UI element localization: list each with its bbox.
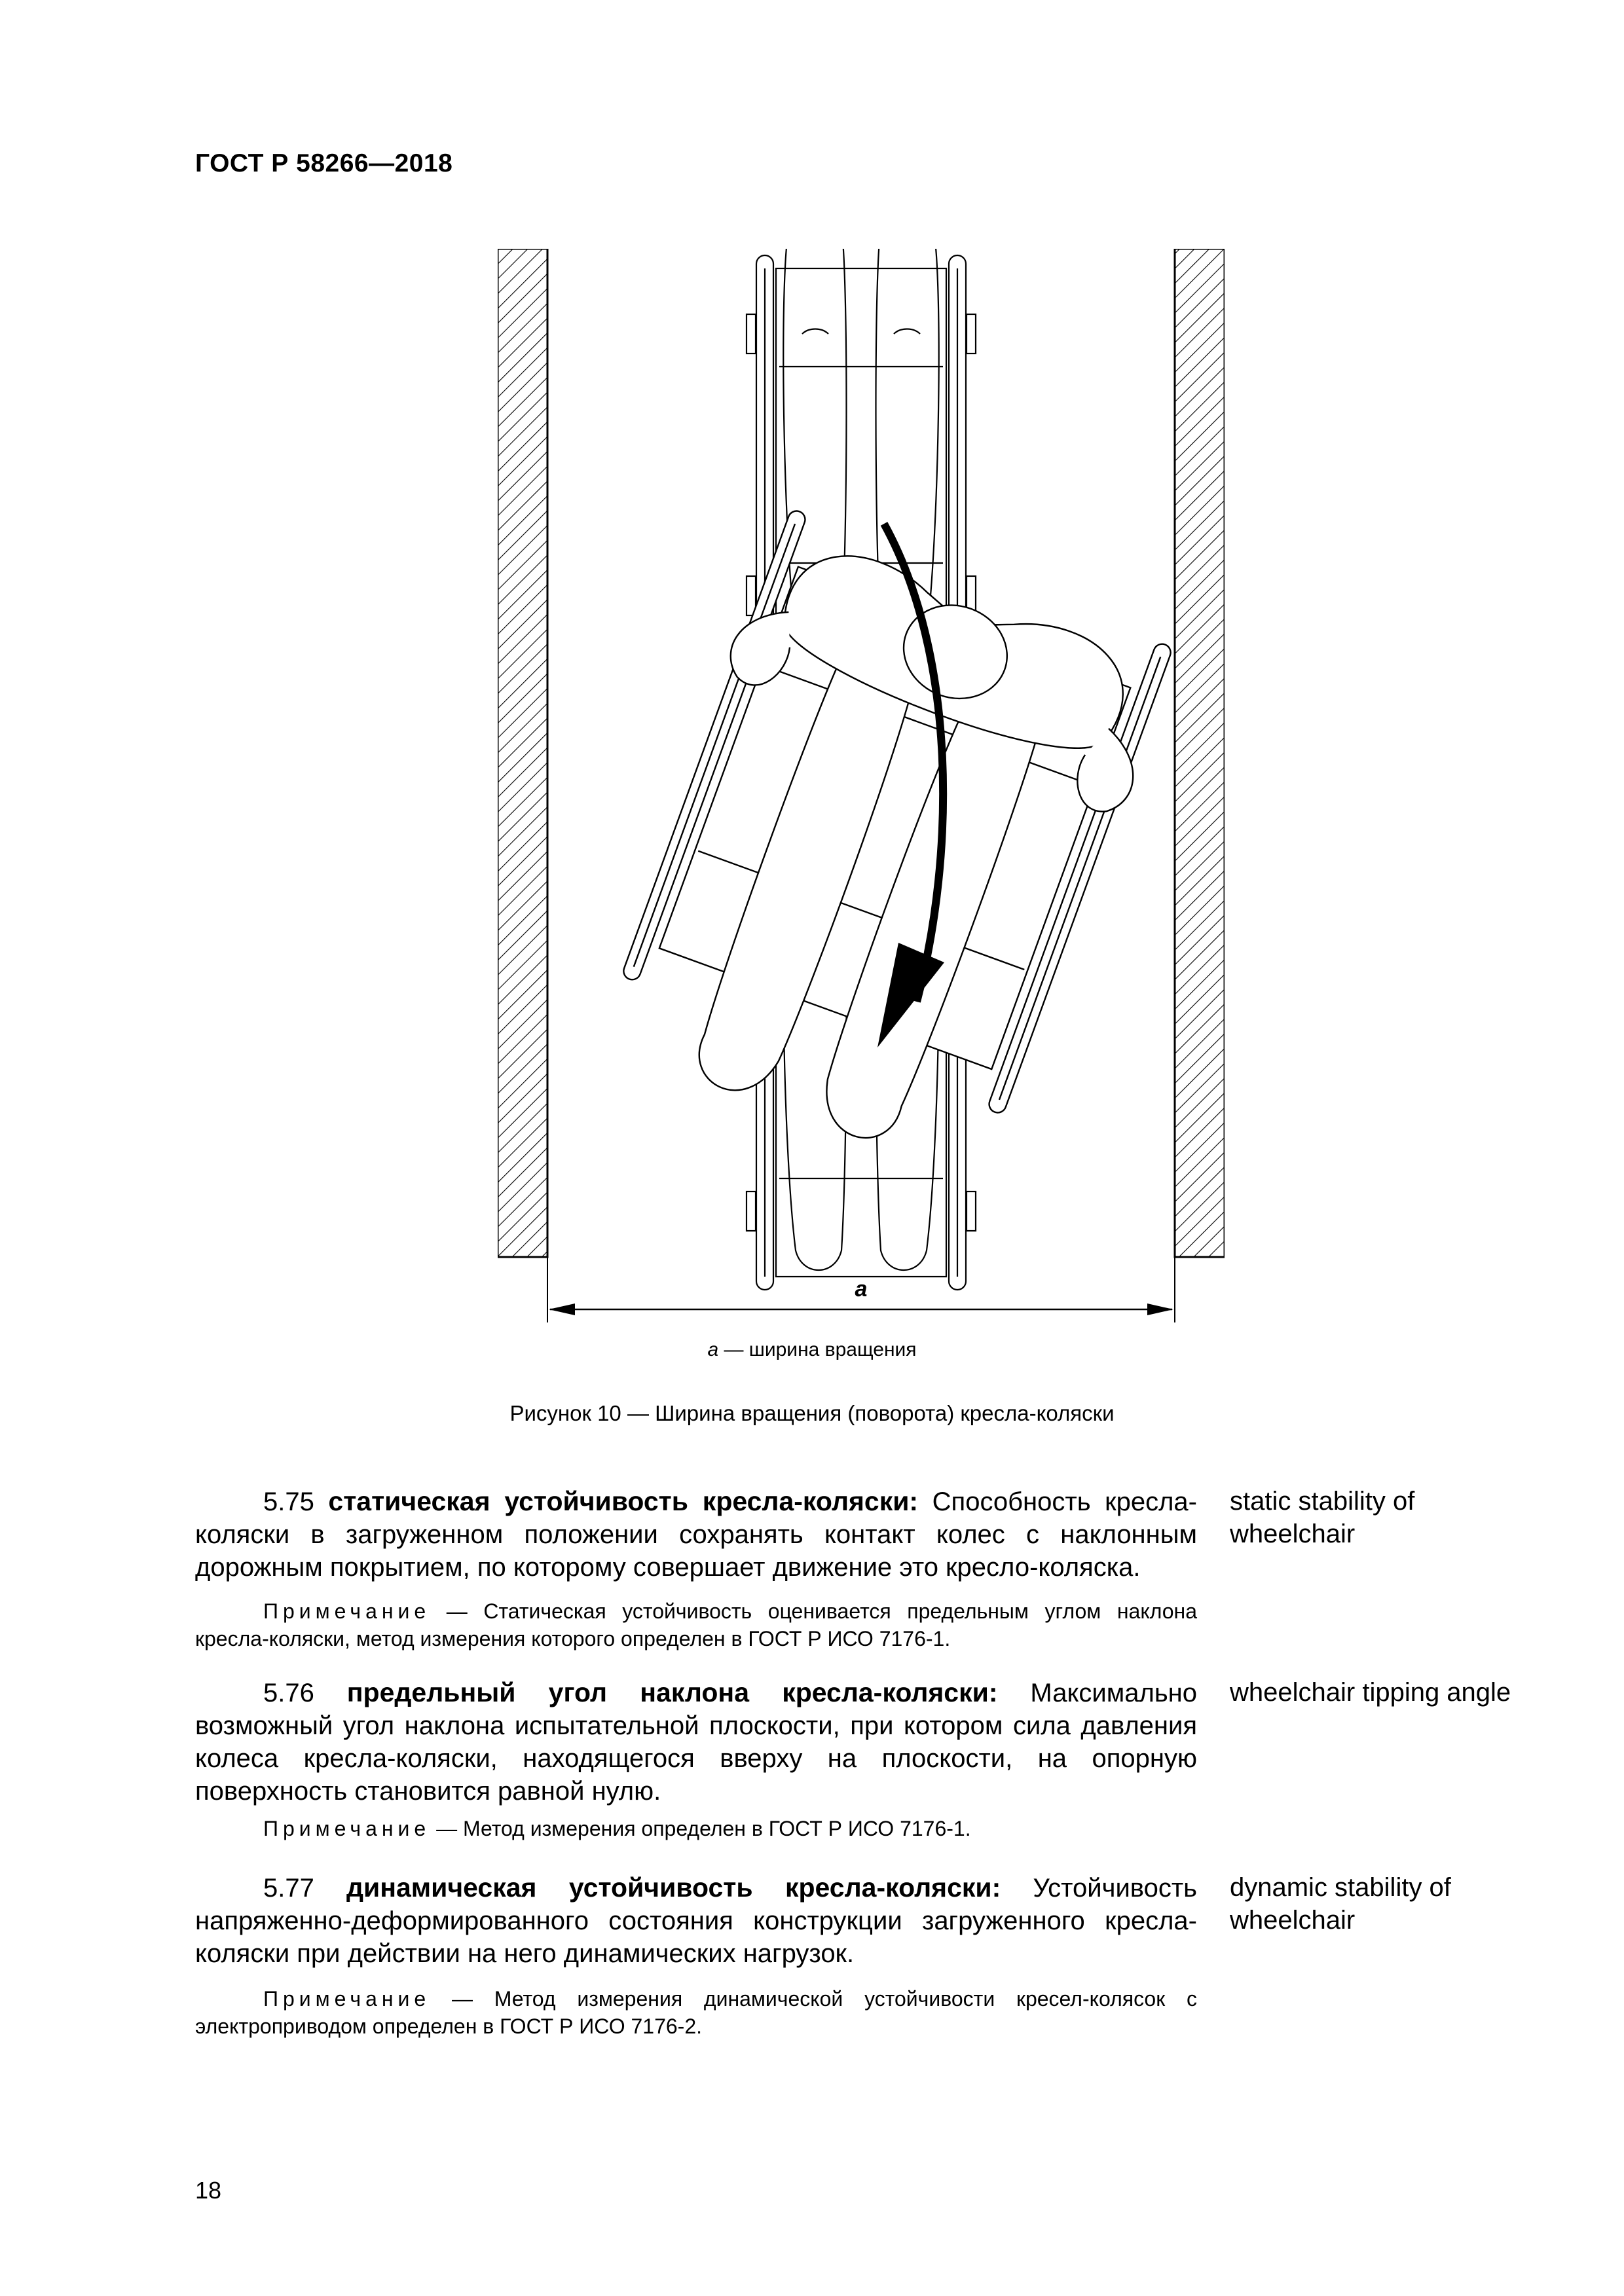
dimension-arrow-right <box>1147 1303 1173 1315</box>
figure-caption: Рисунок 10 — Ширина вращения (поворота) кресла-коляски <box>509 1401 1115 1425</box>
right-wall <box>1175 249 1225 1257</box>
figure-legend <box>0 1339 1624 1361</box>
note-text: — Метод измерения определен в ГОСТ Р ИСО 7176-1. <box>430 1817 971 1840</box>
definition: Максимально возможный угол наклона испытательной плоскости, при котором сила давления колеса кресла-коляски, находящегося вверху на плоскости, на опорную поверхность становится равной нулю. <box>195 1679 1198 1806</box>
section-5-77 <box>195 1871 1197 1970</box>
term: динамическая устойчивость кресла-коляски: <box>346 1872 1001 1903</box>
wheelchair-turning-width-figure <box>498 249 1225 1336</box>
section-5-76 <box>195 1676 1197 1808</box>
note-label: Примечание <box>263 1987 431 2011</box>
term: статическая устойчивость кресла-коляски: <box>328 1486 919 1516</box>
note-5-76 <box>195 1815 1197 1842</box>
note-5-75 <box>195 1597 1197 1652</box>
left-wall <box>498 249 547 1257</box>
note-text: — Метод измерения динамической устойчивости кресел-колясок с электроприводом определен в ГОСТ Р ИСО 7176-2. <box>195 1987 1197 2038</box>
definition: Способность кресла-коляски в загруженном положении сохранять контакт колес с наклонным дорожным покрытием, по которому совершает движение это кресло-коляска. <box>195 1487 1198 1582</box>
section-5-75 <box>195 1485 1197 1584</box>
note-label: Примечание <box>263 1817 431 1840</box>
document-code-header: ГОСТ Р 58266—2018 <box>195 149 453 177</box>
page-number: 18 <box>195 2177 222 2204</box>
dimension-label: a <box>855 1277 868 1302</box>
dimension-arrow-left <box>549 1303 575 1315</box>
english-term-5-76: wheelchair tipping angle <box>1230 1678 1511 1707</box>
clause-number: 5.75 <box>263 1487 329 1516</box>
clause-number: 5.76 <box>263 1679 347 1707</box>
legend-text: — ширина вращения <box>718 1339 917 1360</box>
note-label: Примечание <box>263 1599 431 1623</box>
legend-symbol: a <box>707 1339 719 1360</box>
clause-number: 5.77 <box>263 1874 347 1903</box>
wheelchair-rotated-with-user <box>589 505 1181 1184</box>
definition-paragraph <box>195 1485 1197 1584</box>
term: предельный угол наклона кресла-коляски: <box>346 1677 998 1707</box>
note-5-77 <box>195 1985 1197 2040</box>
english-term-5-75: static stability of wheelchair <box>1230 1487 1415 1548</box>
english-term-5-77: dynamic stability of wheelchair <box>1230 1873 1451 1935</box>
definition: Устойчивость напряженно-деформированного состояния конструкции загруженного кресла-коляски при действии на него динамических нагрузок. <box>195 1874 1197 1968</box>
note-text: — Статическая устойчивость оценивается предельным углом наклона кресла-коляски, метод измерения которого определен в ГОСТ Р ИСО 7176-1. <box>195 1599 1197 1650</box>
